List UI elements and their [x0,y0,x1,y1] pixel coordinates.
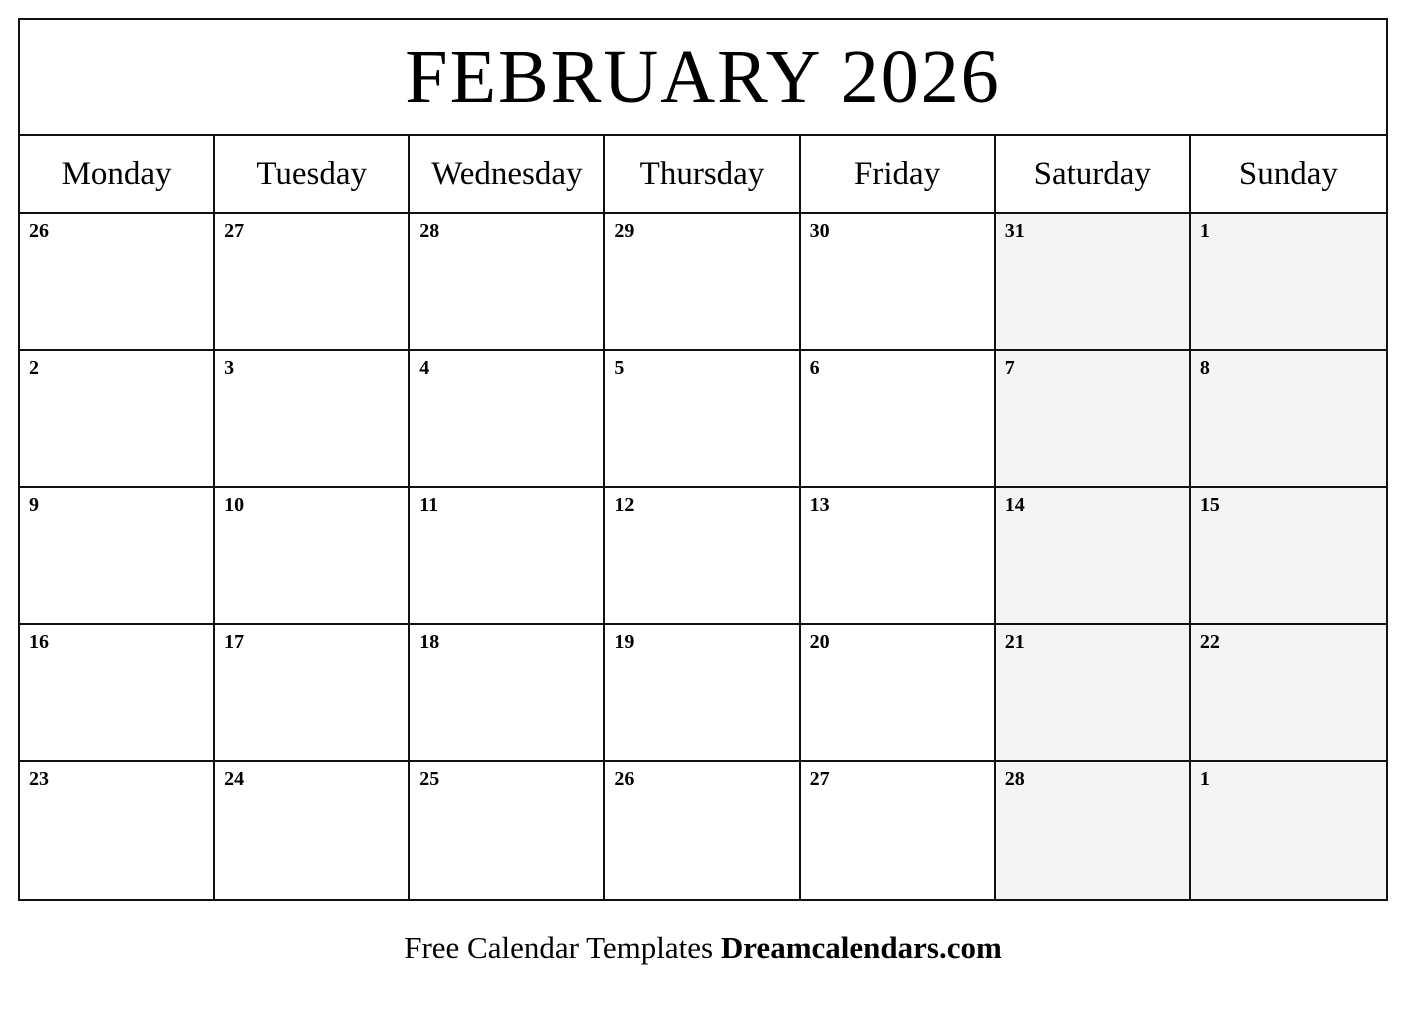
calendar-day-cell[interactable] [410,214,605,349]
day-number: 25 [419,768,440,790]
calendar-day-cell[interactable] [1191,762,1386,899]
calendar-day-cell[interactable] [1191,214,1386,349]
day-number: 13 [809,494,830,516]
day-number: 30 [809,220,830,242]
day-number: 10 [224,494,245,516]
footer-credit [0,930,1406,966]
day-number: 3 [224,357,235,379]
day-number: 8 [1199,357,1210,379]
weekday-header-saturday: Saturday [996,136,1191,212]
calendar-week-row [20,214,1386,351]
calendar-day-cell[interactable] [605,351,800,486]
day-number: 12 [614,494,635,516]
day-number: 5 [614,357,625,379]
calendar-day-cell[interactable] [410,488,605,623]
weekday-header-tuesday: Tuesday [215,136,410,212]
calendar-day-cell[interactable] [1191,625,1386,760]
calendar-title-bar [20,20,1386,136]
page-title: FEBRUARY 2026 [405,35,1001,119]
weekday-header-wednesday: Wednesday [410,136,605,212]
day-number: 21 [1004,631,1025,653]
weekday-header-row [20,136,1386,214]
day-number: 28 [1004,768,1025,790]
calendar-day-cell[interactable] [801,762,996,899]
day-number: 24 [224,768,245,790]
calendar-day-cell[interactable] [410,625,605,760]
calendar-day-cell[interactable] [801,625,996,760]
day-number: 16 [29,631,49,653]
day-number: 1 [1199,768,1210,790]
calendar-day-cell[interactable] [20,214,215,349]
calendar-day-cell[interactable] [605,488,800,623]
calendar-day-cell[interactable] [605,214,800,349]
day-number: 7 [1004,357,1015,379]
day-number: 23 [29,768,49,790]
calendar-week-row [20,351,1386,488]
calendar-day-cell[interactable] [996,625,1191,760]
day-number: 19 [614,631,635,653]
day-number: 26 [29,220,49,242]
calendar-day-cell[interactable] [215,351,410,486]
day-number: 20 [809,631,830,653]
calendar-day-cell[interactable] [1191,351,1386,486]
calendar-day-cell[interactable] [20,488,215,623]
calendar-day-cell[interactable] [20,351,215,486]
calendar-day-cell[interactable] [605,762,800,899]
calendar-weeks [20,214,1386,899]
calendar-day-cell[interactable] [801,488,996,623]
calendar-week-row [20,625,1386,762]
calendar-day-cell[interactable] [996,488,1191,623]
calendar-day-cell[interactable] [1191,488,1386,623]
day-number: 31 [1004,220,1025,242]
day-number: 14 [1004,494,1025,516]
calendar-day-cell[interactable] [215,488,410,623]
day-number: 26 [614,768,635,790]
day-number: 17 [224,631,245,653]
calendar-day-cell[interactable] [605,625,800,760]
day-number: 9 [29,494,39,516]
day-number: 27 [224,220,245,242]
day-number: 15 [1199,494,1220,516]
calendar-grid [18,18,1388,901]
day-number: 1 [1199,220,1210,242]
calendar-day-cell[interactable] [801,214,996,349]
footer-text: Free Calendar Templates [404,930,721,965]
calendar-day-cell[interactable] [996,351,1191,486]
calendar-day-cell[interactable] [20,762,215,899]
footer-brand-link[interactable]: Dreamcalendars.com [720,930,1002,965]
calendar-day-cell[interactable] [215,214,410,349]
day-number: 27 [809,768,830,790]
day-number: 29 [614,220,635,242]
weekday-header-thursday: Thursday [605,136,800,212]
calendar-day-cell[interactable] [410,762,605,899]
calendar-day-cell[interactable] [996,762,1191,899]
day-number: 4 [419,357,430,379]
day-number: 28 [419,220,440,242]
day-number: 2 [29,357,39,379]
calendar-day-cell[interactable] [801,351,996,486]
calendar-day-cell[interactable] [215,625,410,760]
calendar-week-row [20,488,1386,625]
day-number: 6 [809,357,820,379]
calendar-week-row [20,762,1386,899]
weekday-header-friday: Friday [801,136,996,212]
calendar-day-cell[interactable] [215,762,410,899]
weekday-header-sunday: Sunday [1238,155,1338,192]
calendar-day-cell[interactable] [410,351,605,486]
calendar-day-cell[interactable] [20,625,215,760]
day-number: 11 [419,494,439,516]
calendar-day-cell[interactable] [996,214,1191,349]
day-number: 18 [419,631,440,653]
weekday-header-monday: Monday [20,136,215,212]
day-number: 22 [1199,631,1220,653]
